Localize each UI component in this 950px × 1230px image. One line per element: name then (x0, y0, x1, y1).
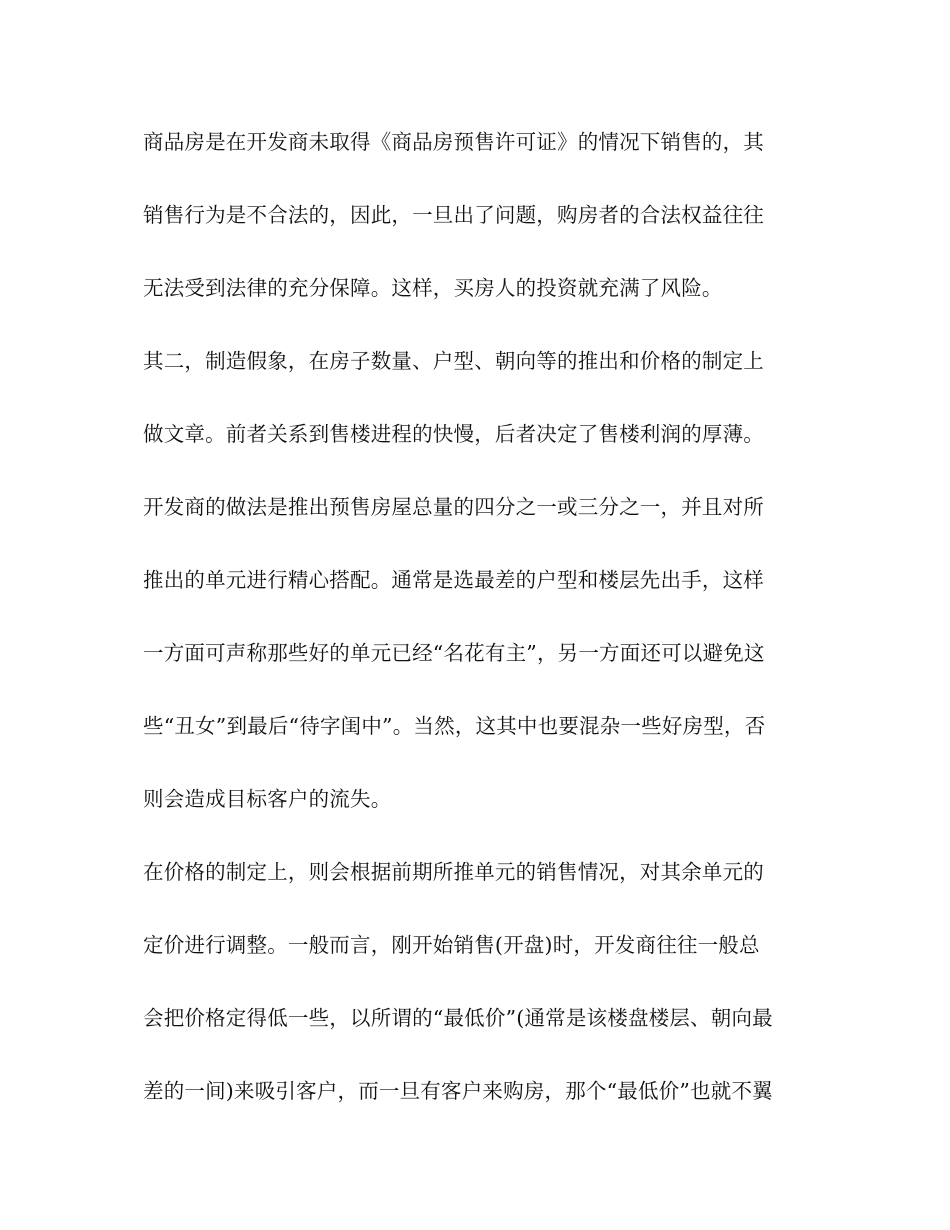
text-line: 做文章。前者关系到售楼进程的快慢，后者决定了售楼利润的厚薄。 (143, 422, 764, 446)
body-text (143, 120, 823, 1142)
text-line: 差的一间)来吸引客户，而一旦有客户来购房，那个“最低价”也就不翼 (143, 1079, 773, 1103)
text-line: 一方面可声称那些好的单元已经“名花有主”，另一方面还可以避免这 (143, 641, 765, 665)
text-line: 开发商的做法是推出预售房屋总量的四分之一或三分之一，并且对所 (143, 495, 764, 519)
text-line: 则会造成目标客户的流失。 (143, 787, 392, 811)
text-line: 其二，制造假象，在房子数量、户型、朝向等的推出和价格的制定上 (143, 349, 764, 373)
text-line: 定价进行调整。一般而言，刚开始销售(开盘)时，开发商往往一般总 (143, 933, 760, 957)
text-line: 销售行为是不合法的，因此，一旦出了问题，购房者的合法权益往往 (143, 203, 764, 227)
text-line: 无法受到法律的充分保障。这样，买房人的投资就充满了风险。 (143, 276, 723, 300)
text-line: 在价格的制定上，则会根据前期所推单元的销售情况，对其余单元的 (143, 860, 764, 884)
text-line: 推出的单元进行精心搭配。通常是选最差的户型和楼层先出手，这样 (143, 568, 764, 592)
text-line: 会把价格定得低一些，以所谓的“最低价”(通常是该楼盘楼层、朝向最 (143, 1006, 773, 1030)
text-line: 商品房是在开发商未取得《商品房预售许可证》的情况下销售的，其 (143, 130, 764, 154)
text-line: 些“丑女”到最后“待字闺中”。当然，这其中也要混杂一些好房型，否 (143, 714, 766, 738)
